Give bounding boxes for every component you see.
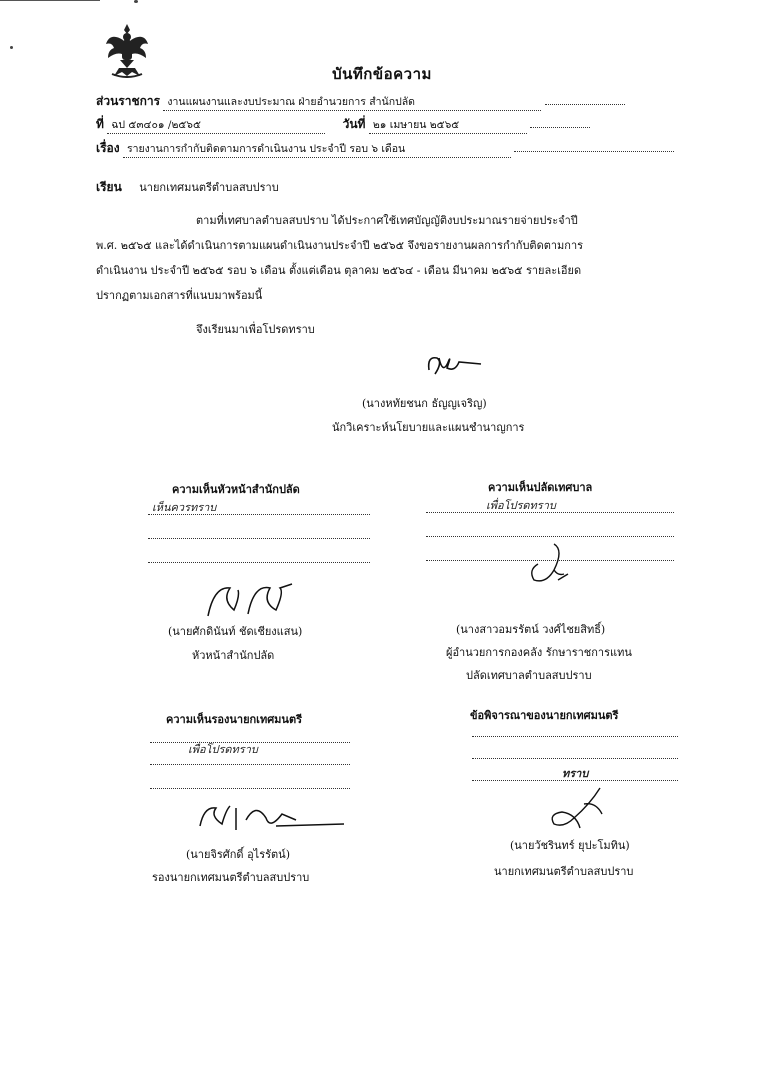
- subject-label: เรื่อง: [96, 141, 120, 155]
- mayor-signature: [540, 784, 620, 834]
- head-office-signature: [200, 580, 300, 622]
- dotted-line: [472, 758, 678, 759]
- scan-speck: [10, 46, 13, 49]
- mayor-heading: ข้อพิจารณาของนายกเทศมนตรี: [470, 709, 619, 722]
- head-office-name: (นายศักดินันท์ ชัดเชียงแสน): [168, 625, 303, 638]
- author-position: นักวิเคราะห์นโยบายและแผนชำนาญการ: [332, 421, 525, 434]
- head-office-handwriting: เห็นควรทราบ: [152, 501, 217, 514]
- dotted-fill: [530, 127, 590, 128]
- dotted-line: [150, 788, 350, 789]
- deputy-heading: ความเห็นรองนายกเทศมนตรี: [166, 713, 302, 726]
- salutation: [96, 178, 279, 197]
- head-office-heading: ความเห็นหัวหน้าสำนักปลัด: [172, 483, 300, 496]
- dotted-fill: [514, 151, 674, 152]
- deputy-position: รองนายกเทศมนตรีตำบลสบปราบ: [152, 871, 310, 884]
- dotted-line: [150, 764, 350, 765]
- mayor-name: (นายวัชรินทร์ ยุปะโมทิน): [510, 839, 630, 852]
- head-office-position: หัวหน้าสำนักปลัด: [192, 649, 275, 662]
- mayor-handwriting: ทราบ: [562, 767, 589, 780]
- body-line: ดำเนินงาน ประจำปี ๒๕๖๕ รอบ ๖ เดือน ตั้งแต่เดือน ตุลาคม ๒๕๖๔ - เดือน มีนาคม ๒๕๖๕ รายละเอียด: [96, 264, 582, 277]
- mayor-position: นายกเทศมนตรีตำบลสบปราบ: [494, 865, 634, 878]
- author-signature: [425, 348, 485, 382]
- department-row: [96, 92, 625, 111]
- clerk-heading: ความเห็นปลัดเทศบาล: [488, 481, 593, 494]
- dotted-line: [148, 562, 370, 563]
- clerk-handwriting: เพื่อโปรดทราบ: [486, 499, 556, 512]
- memo-title: บันทึกข้อความ: [332, 65, 432, 83]
- clerk-position-2: ปลัดเทศบาลตำบลสบปราบ: [466, 669, 592, 682]
- body-line: ตามที่เทศบาลตำบลสบปราบ ได้ประกาศใช้เทศบัญญัติงบประมาณรายจ่ายประจำปี: [196, 214, 578, 227]
- dotted-line: [148, 514, 370, 515]
- body-paragraph: [96, 208, 686, 308]
- dotted-line: [426, 536, 674, 537]
- subject-row: [96, 139, 674, 158]
- department-value: งานแผนงานและงบประมาณ ฝ่ายอำนวยการ สำนักปลัด: [163, 93, 541, 111]
- ref-value: ฉป ๕๓๔๐๑ /๒๕๖๕: [107, 116, 325, 134]
- deputy-signature: [196, 800, 346, 836]
- dotted-line: [472, 736, 678, 737]
- scan-speck: [134, 0, 138, 3]
- clerk-position-1: ผู้อำนวยการกองคลัง รักษาราชการแทน: [446, 646, 632, 659]
- closing-line: จึงเรียนมาเพื่อโปรดทราบ: [196, 323, 315, 336]
- body-line: ปรากฏตามเอกสารที่แนบมาพร้อมนี้: [96, 289, 263, 302]
- dotted-line: [472, 780, 678, 781]
- author-name: (นางหทัยชนก ธัญญเจริญ): [362, 397, 487, 410]
- subject-value: รายงานการกำกับติดตามการดำเนินงาน ประจำปี รอบ ๖ เดือน: [123, 140, 511, 158]
- date-value: ๒๑ เมษายน ๒๕๖๕: [369, 116, 527, 134]
- salutation-label: เรียน: [96, 180, 122, 194]
- clerk-name: (นางสาวอมรรัตน์ วงศ์ไชยสิทธิ์): [456, 623, 606, 636]
- body-line: พ.ศ. ๒๕๖๕ และได้ดำเนินการตามแผนดำเนินงานประจำปี ๒๕๖๕ จึงขอรายงานผลการกำกับติดตามการ: [96, 239, 584, 252]
- deputy-name: (นายจิรศักดิ์ อุไรรัตน์): [186, 848, 290, 861]
- dotted-line: [426, 512, 674, 513]
- reference-row: [96, 115, 590, 134]
- ref-label: ที่: [96, 117, 104, 131]
- deputy-handwriting: เพื่อโปรดทราบ: [188, 743, 258, 756]
- dotted-line: [148, 538, 370, 539]
- date-label: วันที่: [342, 117, 366, 131]
- dotted-fill: [545, 104, 625, 105]
- scan-edge-line: [0, 0, 100, 1]
- clerk-signature: [524, 540, 574, 590]
- department-label: ส่วนราชการ: [96, 94, 161, 108]
- salutation-to: นายกเทศมนตรีตำบลสบปราบ: [139, 181, 279, 194]
